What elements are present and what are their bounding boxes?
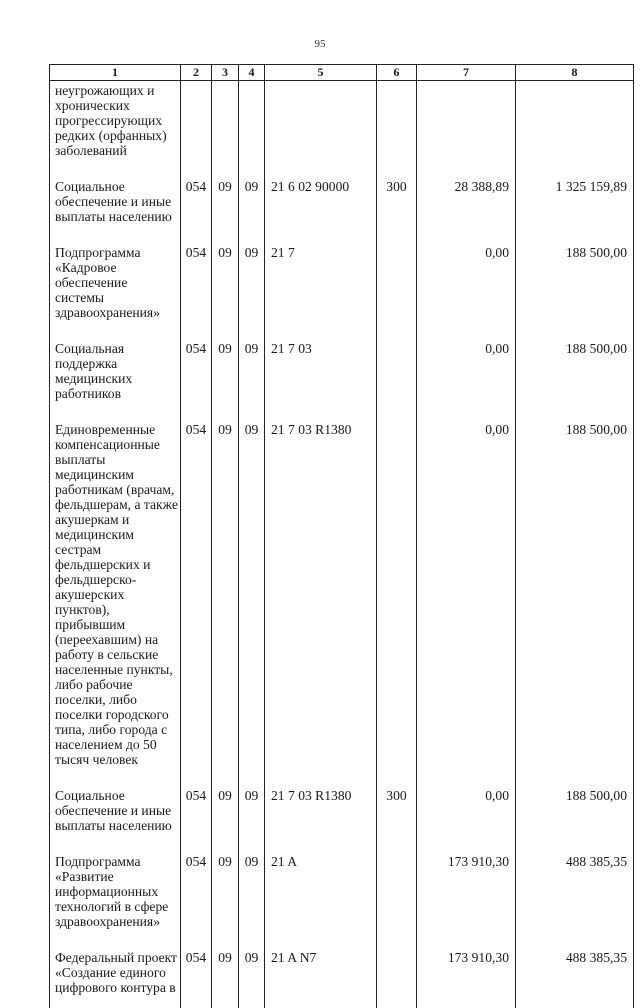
item-name: Социальная поддержка медицинских работников <box>50 333 181 414</box>
column-header: 5 <box>265 65 377 81</box>
column-header: 8 <box>516 65 634 81</box>
target-article-code <box>265 81 377 172</box>
section-code: 09 <box>212 333 239 414</box>
section-code: 09 <box>212 846 239 942</box>
page-number: 95 <box>314 38 326 50</box>
column-header: 1 <box>50 65 181 81</box>
table-row <box>50 942 634 1008</box>
table-row <box>50 414 634 780</box>
target-article-code: 21 7 03 <box>265 333 377 414</box>
item-name: Социальное обеспечение и иные выплаты населению <box>50 171 181 237</box>
amount-col8: 188 500,00 <box>516 414 634 780</box>
budget-table <box>49 64 634 1008</box>
item-name: неугрожающих и хронических прогрессирующих редких (орфанных) заболеваний <box>50 81 181 172</box>
amount-col7: 173 910,30 <box>417 942 516 1008</box>
table-row <box>50 237 634 333</box>
item-name: Подпрограмма «Кадровое обеспечение системы здравоохранения» <box>50 237 181 333</box>
column-header: 2 <box>181 65 212 81</box>
table-row <box>50 81 634 172</box>
amount-col7: 0,00 <box>417 237 516 333</box>
column-header: 6 <box>377 65 417 81</box>
target-article-code: 21 7 <box>265 237 377 333</box>
expense-type-code <box>377 942 417 1008</box>
amount-col8: 488 385,35 <box>516 846 634 942</box>
amount-col7 <box>417 81 516 172</box>
amount-col8: 488 385,35 <box>516 942 634 1008</box>
expense-type-code <box>377 846 417 942</box>
table-row <box>50 333 634 414</box>
amount-col8: 188 500,00 <box>516 780 634 846</box>
amount-col7: 0,00 <box>417 780 516 846</box>
subsection-code: 09 <box>239 846 265 942</box>
subsection-code: 09 <box>239 414 265 780</box>
ministry-code: 054 <box>181 237 212 333</box>
section-code: 09 <box>212 780 239 846</box>
ministry-code: 054 <box>181 333 212 414</box>
section-code: 09 <box>212 171 239 237</box>
expense-type-code <box>377 237 417 333</box>
item-name: Федеральный проект «Создание единого цифрового контура в <box>50 942 181 1008</box>
ministry-code: 054 <box>181 942 212 1008</box>
item-name: Социальное обеспечение и иные выплаты населению <box>50 780 181 846</box>
amount-col7: 28 388,89 <box>417 171 516 237</box>
subsection-code: 09 <box>239 780 265 846</box>
target-article-code: 21 A <box>265 846 377 942</box>
amount-col8 <box>516 81 634 172</box>
item-name: Подпрограмма «Развитие информационных технологий в сфере здравоохранения» <box>50 846 181 942</box>
amount-col8: 188 500,00 <box>516 333 634 414</box>
section-code: 09 <box>212 942 239 1008</box>
section-code: 09 <box>212 237 239 333</box>
ministry-code: 054 <box>181 846 212 942</box>
expense-type-code: 300 <box>377 780 417 846</box>
ministry-code: 054 <box>181 414 212 780</box>
target-article-code: 21 7 03 R1380 <box>265 780 377 846</box>
column-header: 3 <box>212 65 239 81</box>
section-code <box>212 81 239 172</box>
expense-type-code <box>377 414 417 780</box>
table-row <box>50 171 634 237</box>
amount-col8: 1 325 159,89 <box>516 171 634 237</box>
amount-col7: 173 910,30 <box>417 846 516 942</box>
table-row <box>50 780 634 846</box>
subsection-code <box>239 81 265 172</box>
subsection-code: 09 <box>239 171 265 237</box>
subsection-code: 09 <box>239 942 265 1008</box>
section-code: 09 <box>212 414 239 780</box>
column-header: 4 <box>239 65 265 81</box>
subsection-code: 09 <box>239 237 265 333</box>
target-article-code: 21 A N7 <box>265 942 377 1008</box>
item-name: Единовременные компенсационные выплаты медицинским работникам (врачам, фельдшерам, а также акушеркам и медицинским сестрам фельдшерских и фельдшерско-акушерских пунктов), прибывшим (переехавшим) на работу в сельские населенные пункты, либо рабочие поселки, либо поселки городского типа, либо города с населением до 50 тысяч человек <box>50 414 181 780</box>
ministry-code: 054 <box>181 171 212 237</box>
ministry-code: 054 <box>181 780 212 846</box>
amount-col8: 188 500,00 <box>516 237 634 333</box>
target-article-code: 21 6 02 90000 <box>265 171 377 237</box>
expense-type-code: 300 <box>377 171 417 237</box>
header-row <box>50 65 634 81</box>
target-article-code: 21 7 03 R1380 <box>265 414 377 780</box>
amount-col7: 0,00 <box>417 414 516 780</box>
amount-col7: 0,00 <box>417 333 516 414</box>
table-row <box>50 846 634 942</box>
ministry-code <box>181 81 212 172</box>
subsection-code: 09 <box>239 333 265 414</box>
expense-type-code <box>377 81 417 172</box>
expense-type-code <box>377 333 417 414</box>
column-header: 7 <box>417 65 516 81</box>
